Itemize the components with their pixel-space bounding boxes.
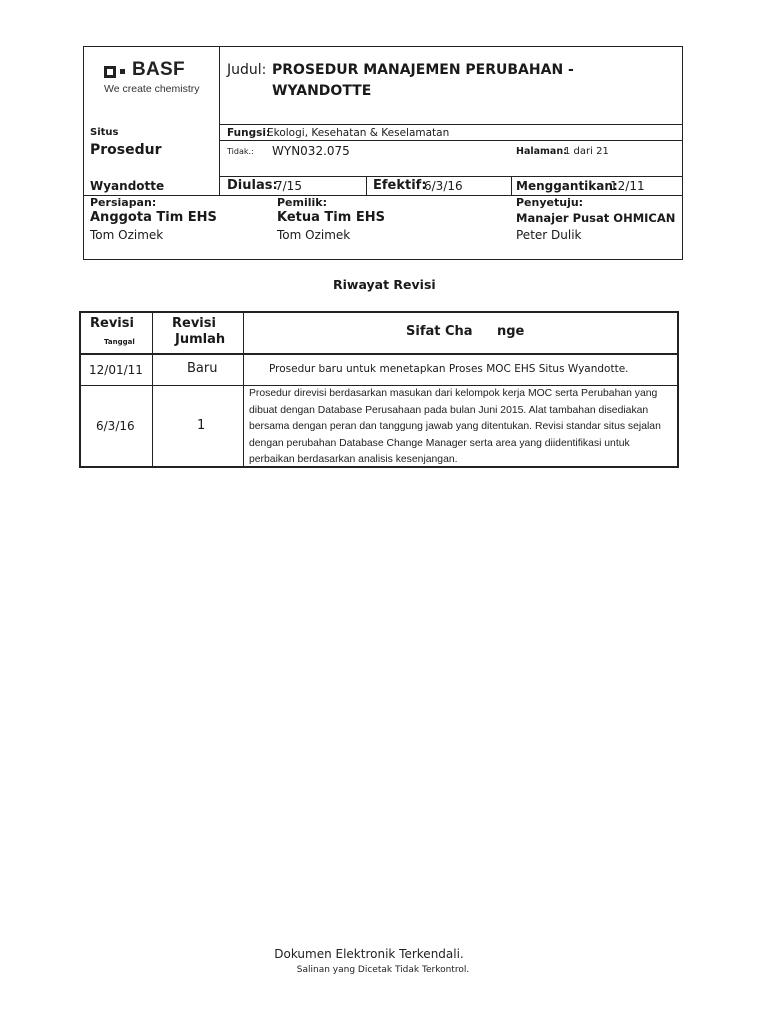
revised-value: 7/15 <box>275 179 302 193</box>
owner-role: Ketua Tim EHS <box>277 210 385 225</box>
logo-brand: BASF <box>132 59 185 80</box>
row-1-date: 12/01/11 <box>89 363 143 377</box>
site-name: Wyandotte <box>90 179 165 193</box>
effective-label: Efektif: <box>373 178 427 193</box>
owner-name: Tom Ozimek <box>277 228 351 242</box>
header-divider <box>219 140 683 141</box>
function-label: Fungsi: <box>227 127 271 139</box>
col-header-number-sub: Jumlah <box>175 332 226 347</box>
table-divider <box>79 353 679 355</box>
col-header-nature-b: nge <box>497 324 525 339</box>
owner-label: Pemilik: <box>277 196 328 209</box>
col-header-nature-a: Sifat Cha <box>406 324 473 339</box>
approver-label: Penyetuju: <box>516 196 584 209</box>
header-divider <box>219 176 683 177</box>
revision-history-heading: Riwayat Revisi <box>333 277 436 292</box>
title-line-1: PROSEDUR MANAJEMEN PERUBAHAN - <box>272 62 574 78</box>
page-value: 1 dari 21 <box>564 146 609 157</box>
logo-tagline: We create chemistry <box>104 83 200 95</box>
logo-dot-icon <box>120 69 125 74</box>
header-divider <box>366 176 367 195</box>
row-1-number: Baru <box>187 361 218 376</box>
site-label: Situs <box>90 127 119 138</box>
supersedes-value: 12/11 <box>610 179 645 193</box>
approver-name: Peter Dulik <box>516 228 582 242</box>
prepared-role: Anggota Tim EHS <box>90 210 217 225</box>
logo-square-icon <box>104 66 116 78</box>
page-label: Halaman: <box>516 146 567 157</box>
col-header-revision-number: Revisi <box>172 316 216 331</box>
revised-label: Diulas: <box>227 178 278 193</box>
function-value: Ekologi, Kesehatan & Keselamatan <box>267 127 450 139</box>
footer-uncontrolled-notice: Salinan yang Dicetak Tidak Terkontrol. <box>296 965 470 975</box>
header-divider <box>219 46 220 196</box>
effective-value: 6/3/16 <box>424 179 463 193</box>
table-divider <box>243 311 244 468</box>
title-line-2: WYANDOTTE <box>272 83 372 99</box>
header-divider <box>219 124 683 125</box>
col-header-revision-date: Revisi <box>90 316 134 331</box>
number-label: Tidak.: <box>227 147 254 156</box>
header-divider <box>511 176 512 195</box>
row-2-number: 1 <box>197 418 206 433</box>
prepared-label: Persiapan: <box>90 196 157 209</box>
row-1-description: Prosedur baru untuk menetapkan Proses MOC EHS Situs Wyandotte. <box>269 363 629 375</box>
approver-role: Manajer Pusat OHMICAN <box>516 211 676 225</box>
title-label: Judul: <box>227 62 267 78</box>
prepared-name: Tom Ozimek <box>90 228 164 242</box>
number-value: WYN032.075 <box>272 144 350 158</box>
supersedes-label: Menggantikan: <box>516 179 618 193</box>
header-divider <box>83 195 683 196</box>
site-type: Prosedur <box>90 142 162 158</box>
col-header-date-sub: Tanggal <box>104 338 135 346</box>
row-2-description: Prosedur direvisi berdasarkan masukan dari kelompok kerja MOC serta Perubahan yang dibuat dengan Database Perusahaan pada bulan Juni 2015. Alat tambahan disediakan bersama dengan peran dan tanggung jawab yang ditentukan. Revisi standar situs sejalan dengan perubahan Database Change Manager serta area yang diidentifikasi untuk perbaikan berdasarkan analisis kesenjangan. <box>249 388 661 466</box>
table-divider <box>152 311 153 468</box>
row-2-date: 6/3/16 <box>96 419 135 433</box>
footer-controlled-notice: Dokumen Elektronik Terkendali. <box>274 947 464 961</box>
